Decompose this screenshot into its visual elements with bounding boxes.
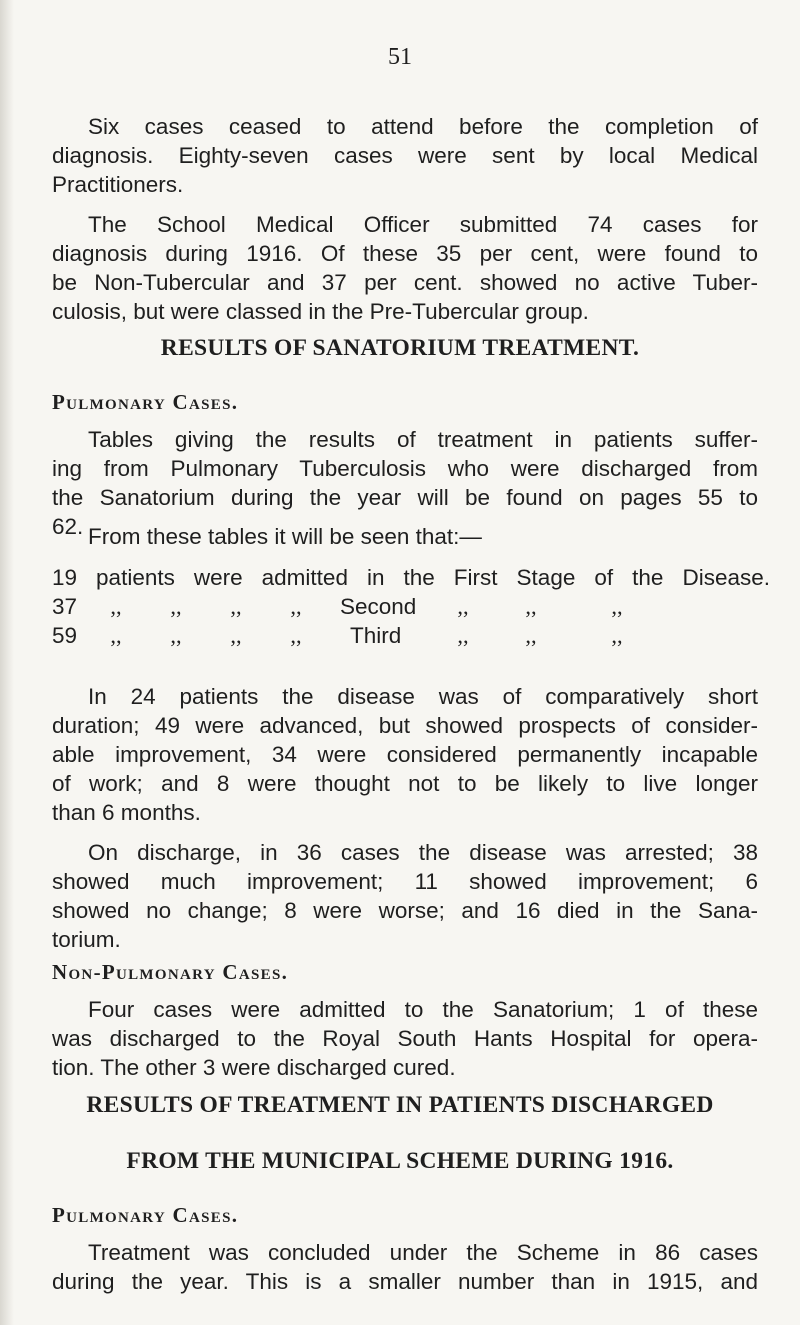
ditto-mark: ,, — [611, 623, 623, 648]
ditto-mark: ,, — [110, 623, 122, 648]
heading-municipal-results-line1: RESULTS OF TREATMENT IN PATIENTS DISCHARGED — [86, 1092, 714, 1118]
stage-row — [52, 563, 770, 592]
stage-count: 37 — [52, 594, 78, 619]
stage-name: Second — [340, 594, 417, 619]
page-number: 51 — [388, 44, 412, 70]
text-line: tion. The other 3 were discharged cured. — [52, 1055, 456, 1080]
heading-sanatorium-results: RESULTS OF SANATORIUM TREATMENT. — [160, 335, 640, 361]
subheading-non-pulmonary-cases: Non-Pulmonary Cases. — [52, 960, 289, 984]
text-line: be Non-Tubercular and 37 per cent. showed no active Tuber- — [52, 270, 758, 295]
paragraph-diagnosis — [52, 112, 758, 199]
heading-municipal-results-line2: FROM THE MUNICIPAL SCHEME DURING 1916. — [126, 1148, 674, 1174]
subheading-pulmonary-cases-2: Pulmonary Cases. — [52, 1203, 239, 1227]
ditto-mark: ,, — [230, 594, 242, 619]
text-line: the Sanatorium during the year will be found on pages 55 to — [52, 485, 758, 510]
ditto-mark: ,, — [611, 594, 623, 619]
paragraph-disease-duration — [52, 682, 758, 827]
text-line: Practitioners. — [52, 172, 184, 197]
ditto-mark: ,, — [525, 594, 537, 619]
text-line: diagnosis during 1916. Of these 35 per cent, were found to — [52, 241, 758, 266]
ditto-mark: ,, — [170, 594, 182, 619]
stage-admissions-list — [52, 563, 770, 650]
text-line: 62. — [52, 514, 84, 539]
stage-name: Third — [350, 623, 402, 648]
ditto-mark: ,, — [525, 623, 537, 648]
ditto-mark: ,, — [290, 623, 302, 648]
text-line: than 6 months. — [52, 800, 201, 825]
text-line: Four cases were admitted to the Sanatorium; 1 of these — [88, 997, 758, 1022]
text-line: In 24 patients the disease was of comparatively short — [88, 684, 758, 709]
page-edge-shadow — [0, 0, 14, 1325]
paragraph-non-pulmonary — [52, 995, 758, 1082]
paragraph-from-tables — [52, 522, 758, 551]
text-line: On discharge, in 36 cases the disease was arrested; 38 — [88, 840, 758, 865]
ditto-mark: ,, — [170, 623, 182, 648]
text-line: torium. — [52, 927, 121, 952]
stage-count: 59 — [52, 623, 78, 648]
text-line: ing from Pulmonary Tuberculosis who were discharged from — [52, 456, 758, 481]
text-line: Tables giving the results of treatment in patients suffer- — [88, 427, 758, 452]
stage-row-text: 19 patients were admitted in the First Stage of the Disease. — [52, 565, 770, 590]
text-line: was discharged to the Royal South Hants Hospital for opera- — [52, 1026, 758, 1051]
stage-row — [52, 621, 770, 650]
ditto-mark: ,, — [457, 594, 469, 619]
text-line: showed no change; 8 were worse; and 16 died in the Sana- — [52, 898, 758, 923]
text-line: duration; 49 were advanced, but showed prospects of consider- — [52, 713, 758, 738]
stage-row — [52, 592, 770, 621]
ditto-mark: ,, — [230, 623, 242, 648]
text-line: From these tables it will be seen that:— — [88, 524, 482, 549]
text-line: culosis, but were classed in the Pre-Tubercular group. — [52, 299, 589, 324]
text-line: diagnosis. Eighty-seven cases were sent by local Medical — [52, 143, 758, 168]
subheading-pulmonary-cases: Pulmonary Cases. — [52, 390, 239, 414]
text-line: The School Medical Officer submitted 74 cases for — [88, 212, 758, 237]
paragraph-school-medical-officer — [52, 210, 758, 326]
paragraph-on-discharge — [52, 838, 758, 954]
text-line: showed much improvement; 11 showed improvement; 6 — [52, 869, 758, 894]
ditto-mark: ,, — [457, 623, 469, 648]
ditto-mark: ,, — [290, 594, 302, 619]
text-line: Treatment was concluded under the Scheme in 86 cases — [88, 1240, 758, 1265]
text-line: of work; and 8 were thought not to be likely to live longer — [52, 771, 758, 796]
text-line: during the year. This is a smaller number than in 1915, and — [52, 1269, 758, 1294]
text-line: Six cases ceased to attend before the completion of — [88, 114, 758, 139]
text-line: able improvement, 34 were considered permanently incapable — [52, 742, 758, 767]
paragraph-treatment-concluded — [52, 1238, 758, 1296]
ditto-mark: ,, — [110, 594, 122, 619]
